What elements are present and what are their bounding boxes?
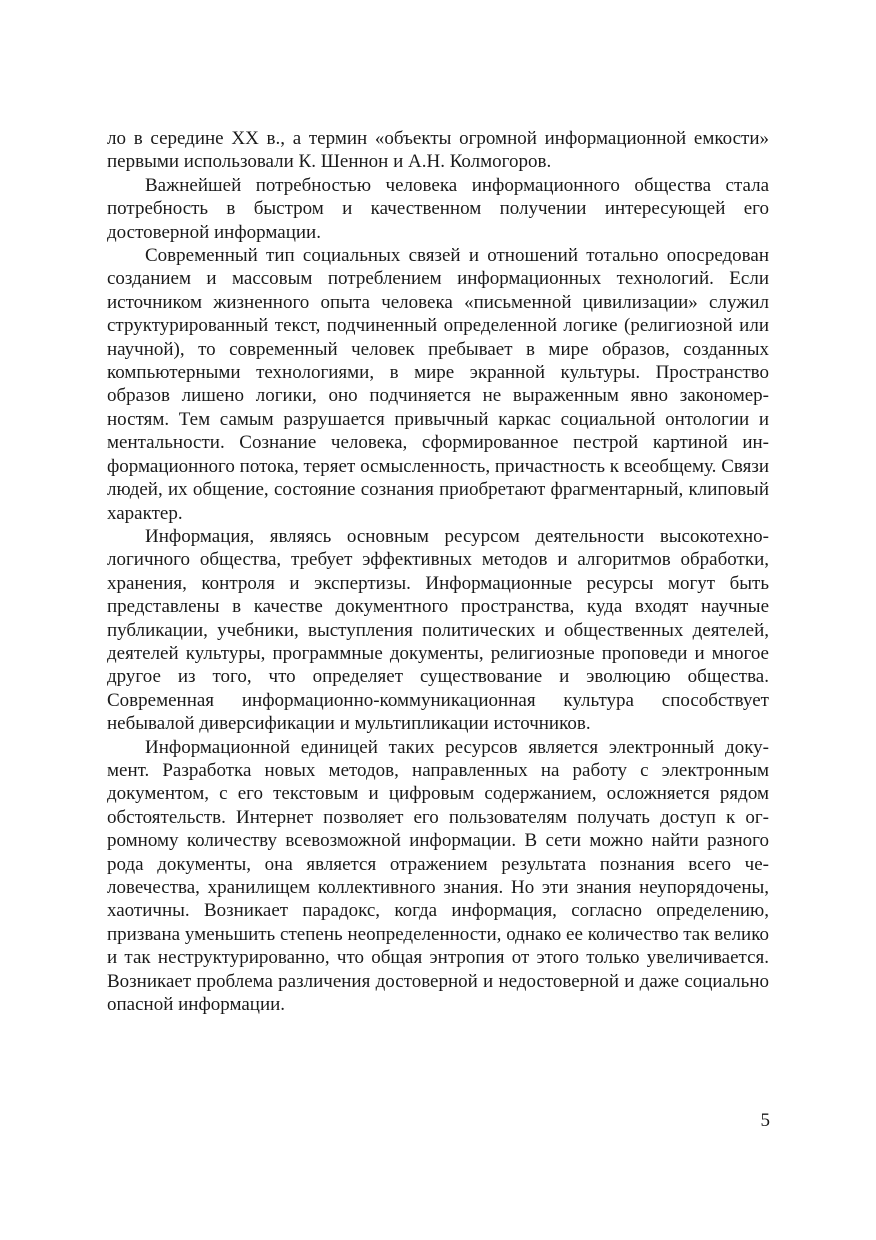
page-number: 5: [760, 1110, 770, 1131]
paragraph: Современный тип социальных связей и отношений тотально опосредован созданием и массовым потреблением информационных технологий. Если источником жизненного опыта человека «письменной цивилизации» служил структурированный текст, подчиненный определенной логике (религиозной или научной), то современный человек пребывает в мире образов, созданных компьютерными технологиями, в мире экранной культуры. Пространство образов лишено логики, оно подчиняется не выраженным явно закономерностям. Тем самым разрушается привычный каркас социальной онтологии и ментальности. Сознание человека, сформированное пестрой картиной информационного потока, теряет осмысленность, причастность к всеобщему. Связи людей, их общение, состояние сознания приобретают фрагментарный, клиповый характер.: [107, 245, 769, 524]
paragraph-continued: ло в середине XX в., а термин «объекты огромной информационной емкости» первыми использовали К. Шеннон и А.Н. Колмогоров.: [107, 128, 769, 173]
paragraph: Информационной единицей таких ресурсов является электронный документ. Разработка новых методов, направленных на работу с электронным документом, с его текстовым и цифровым содержанием, осложняется рядом обстоятельств. Интернет позволяет его пользователям получать доступ к огромному количеству всевозможной информации. В сети можно найти разного рода документы, она является отражением результата познания всего человечества, хранилищем коллективного знания. Но эти знания неупорядочены, хаотичны. Возникает парадокс, когда информация, согласно определению, призвана уменьшить степень неопределенности, однако ее количество так велико и так неструктурированно, что общая энтропия от этого только увеличивается. Возникает проблема различения достоверной и недостоверной и даже социально опасной информации.: [107, 736, 769, 1016]
paragraph: Важнейшей потребностью человека информационного общества стала потребность в быстром и качественном получении интересующей его достоверной информации.: [107, 174, 769, 243]
paragraph: Информация, являясь основным ресурсом деятельности высокотехнологичного общества, требует эффективных методов и алгоритмов обработки, хранения, контроля и экспертизы. Информационные ресурсы могут быть представлены в качестве документного пространства, куда входят научные публикации, учебники, выступления политических и общественных деятелей, деятелей культуры, программные документы, религиозные проповеди и многое другое из того, что определяет существование и эволюцию общества. Современная информационно-коммуникационная культура способствует небывалой диверсификации и мультипликации источников.: [107, 525, 769, 735]
body-text: [107, 127, 769, 1016]
